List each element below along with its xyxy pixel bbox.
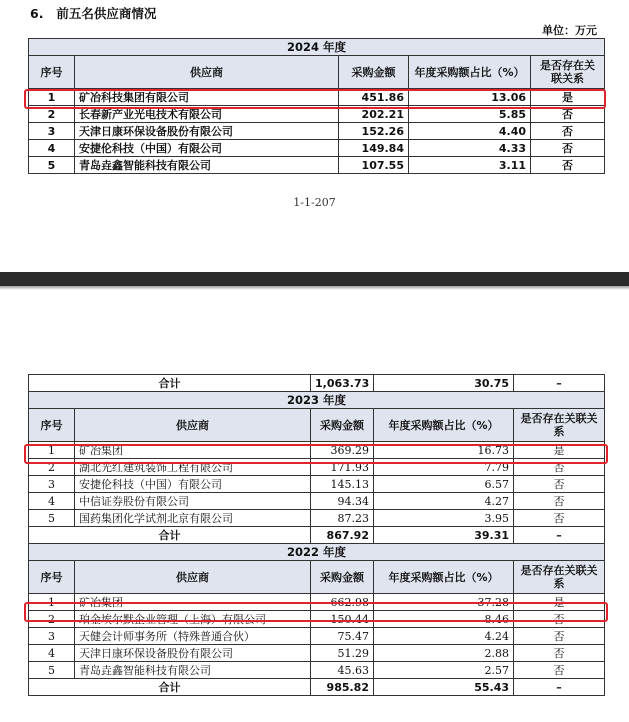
col-header-supplier: 供应商 [75, 56, 339, 89]
cell-related: 否 [531, 140, 605, 157]
total-related: – [514, 679, 605, 696]
total-label: 合计 [29, 375, 311, 392]
total-ratio: 55.43 [374, 679, 514, 696]
total-ratio: 39.31 [374, 527, 514, 544]
col-header-ratio: 年度采购额占比（%） [374, 409, 514, 442]
year-label: 2024 年度 [29, 39, 605, 56]
cell-supplier: 中信证券股份有限公司 [75, 493, 311, 510]
cell-no: 1 [29, 89, 75, 106]
cell-supplier: 长春新产业光电技术有限公司 [75, 106, 339, 123]
cell-related: 否 [514, 510, 605, 527]
cell-related: 否 [514, 611, 605, 628]
cell-amount: 152.26 [339, 123, 409, 140]
cell-no: 1 [29, 442, 75, 459]
cell-ratio: 16.73 [374, 442, 514, 459]
col-header-no: 序号 [29, 56, 75, 89]
cell-related: 否 [531, 106, 605, 123]
cell-ratio: 8.46 [374, 611, 514, 628]
cell-no: 3 [29, 628, 75, 645]
total-related: – [514, 527, 605, 544]
total-amount: 985.82 [311, 679, 374, 696]
cell-no: 3 [29, 123, 75, 140]
cell-amount: 369.29 [311, 442, 374, 459]
cell-related: 是 [514, 442, 605, 459]
total-amount: 867.92 [311, 527, 374, 544]
table-row [29, 123, 605, 140]
section-heading [30, 4, 156, 22]
col-header-related: 是否存在关联关系 [531, 56, 605, 89]
section-number: 6. [30, 6, 44, 21]
cell-related: 否 [514, 628, 605, 645]
cell-ratio: 37.28 [374, 594, 514, 611]
col-header-no: 序号 [29, 561, 75, 594]
cell-amount: 145.13 [311, 476, 374, 493]
cell-no: 2 [29, 611, 75, 628]
total-label: 合计 [29, 527, 311, 544]
cell-ratio: 4.27 [374, 493, 514, 510]
cell-amount: 150.44 [311, 611, 374, 628]
total-label: 合计 [29, 679, 311, 696]
cell-related: 否 [514, 645, 605, 662]
cell-related: 否 [531, 157, 605, 174]
cell-ratio: 13.06 [409, 89, 531, 106]
cell-supplier: 湖北光红建筑装饰工程有限公司 [75, 459, 311, 476]
cell-amount: 202.21 [339, 106, 409, 123]
cell-related: 否 [514, 476, 605, 493]
cell-supplier: 青岛垚鑫智能科技有限公司 [75, 662, 311, 679]
col-header-amount: 采购金额 [311, 561, 374, 594]
table-row [29, 140, 605, 157]
cell-supplier: 天津日康环保设备股份有限公司 [75, 645, 311, 662]
cell-no: 5 [29, 662, 75, 679]
table-row [29, 645, 605, 662]
total-row-2024 [29, 375, 605, 392]
highlight-box-2024 [24, 89, 606, 109]
cell-related: 否 [514, 493, 605, 510]
total-ratio: 30.75 [374, 375, 514, 392]
year-label: 2022 年度 [29, 544, 605, 561]
page-number: 1-1-207 [293, 196, 336, 209]
total-amount: 1,063.73 [311, 375, 374, 392]
cell-no: 2 [29, 459, 75, 476]
cell-amount: 171.93 [311, 459, 374, 476]
supplier-table-2023-2022 [28, 374, 605, 696]
col-header-no: 序号 [29, 409, 75, 442]
cell-related: 否 [514, 459, 605, 476]
col-header-amount: 采购金额 [339, 56, 409, 89]
cell-amount: 51.29 [311, 645, 374, 662]
cell-ratio: 2.88 [374, 645, 514, 662]
col-header-supplier: 供应商 [75, 561, 311, 594]
highlight-box-2022 [24, 602, 608, 622]
cell-ratio: 4.24 [374, 628, 514, 645]
cell-no: 4 [29, 493, 75, 510]
cell-ratio: 4.40 [409, 123, 531, 140]
cell-related: 是 [514, 594, 605, 611]
cell-related: 否 [514, 662, 605, 679]
cell-amount: 451.86 [339, 89, 409, 106]
col-header-amount: 采购金额 [311, 409, 374, 442]
table-row [29, 157, 605, 174]
cell-supplier: 安捷伦科技（中国）有限公司 [75, 476, 311, 493]
cell-supplier: 青岛垚鑫智能科技有限公司 [75, 157, 339, 174]
cell-ratio: 5.85 [409, 106, 531, 123]
total-related: – [514, 375, 605, 392]
col-header-ratio: 年度采购额占比（%） [409, 56, 531, 89]
cell-no: 4 [29, 140, 75, 157]
section-title: 前五名供应商情况 [56, 6, 157, 21]
total-row-2023 [29, 527, 605, 544]
cell-supplier: 国药集团化学试剂北京有限公司 [75, 510, 311, 527]
cell-amount: 662.98 [311, 594, 374, 611]
table-row [29, 493, 605, 510]
col-header-supplier: 供应商 [75, 409, 311, 442]
table-row [29, 628, 605, 645]
cell-supplier: 矿冶集团 [75, 442, 311, 459]
year-label: 2023 年度 [29, 392, 605, 409]
cell-no: 1 [29, 594, 75, 611]
cell-ratio: 7.79 [374, 459, 514, 476]
cell-no: 2 [29, 106, 75, 123]
cell-related: 是 [531, 89, 605, 106]
cell-amount: 45.63 [311, 662, 374, 679]
unit-label: 单位：万元 [542, 24, 597, 37]
cell-amount: 149.84 [339, 140, 409, 157]
cell-amount: 87.23 [311, 510, 374, 527]
cell-supplier: 天津日康环保设备股份有限公司 [75, 123, 339, 140]
table-row [29, 476, 605, 493]
highlight-box-2023 [24, 444, 608, 464]
col-header-related: 是否存在关联关系 [514, 409, 605, 442]
cell-no: 4 [29, 645, 75, 662]
cell-amount: 107.55 [339, 157, 409, 174]
cell-ratio: 3.11 [409, 157, 531, 174]
cell-ratio: 2.57 [374, 662, 514, 679]
cell-no: 5 [29, 510, 75, 527]
cell-ratio: 4.33 [409, 140, 531, 157]
cell-supplier: 安捷伦科技（中国）有限公司 [75, 140, 339, 157]
cell-supplier: 矿冶集团 [75, 594, 311, 611]
page-separator [0, 272, 629, 286]
cell-no: 5 [29, 157, 75, 174]
cell-no: 3 [29, 476, 75, 493]
cell-amount: 94.34 [311, 493, 374, 510]
cell-related: 否 [531, 123, 605, 140]
cell-supplier: 珀金埃尔默企业管理（上海）有限公司 [75, 611, 311, 628]
cell-ratio: 6.57 [374, 476, 514, 493]
col-header-related: 是否存在关联关系 [514, 561, 605, 594]
cell-supplier: 矿冶科技集团有限公司 [75, 89, 339, 106]
col-header-ratio: 年度采购额占比（%） [374, 561, 514, 594]
table-row [29, 510, 605, 527]
cell-amount: 75.47 [311, 628, 374, 645]
cell-supplier: 天健会计师事务所（特殊普通合伙） [75, 628, 311, 645]
table-row [29, 662, 605, 679]
total-row-2022 [29, 679, 605, 696]
cell-ratio: 3.95 [374, 510, 514, 527]
